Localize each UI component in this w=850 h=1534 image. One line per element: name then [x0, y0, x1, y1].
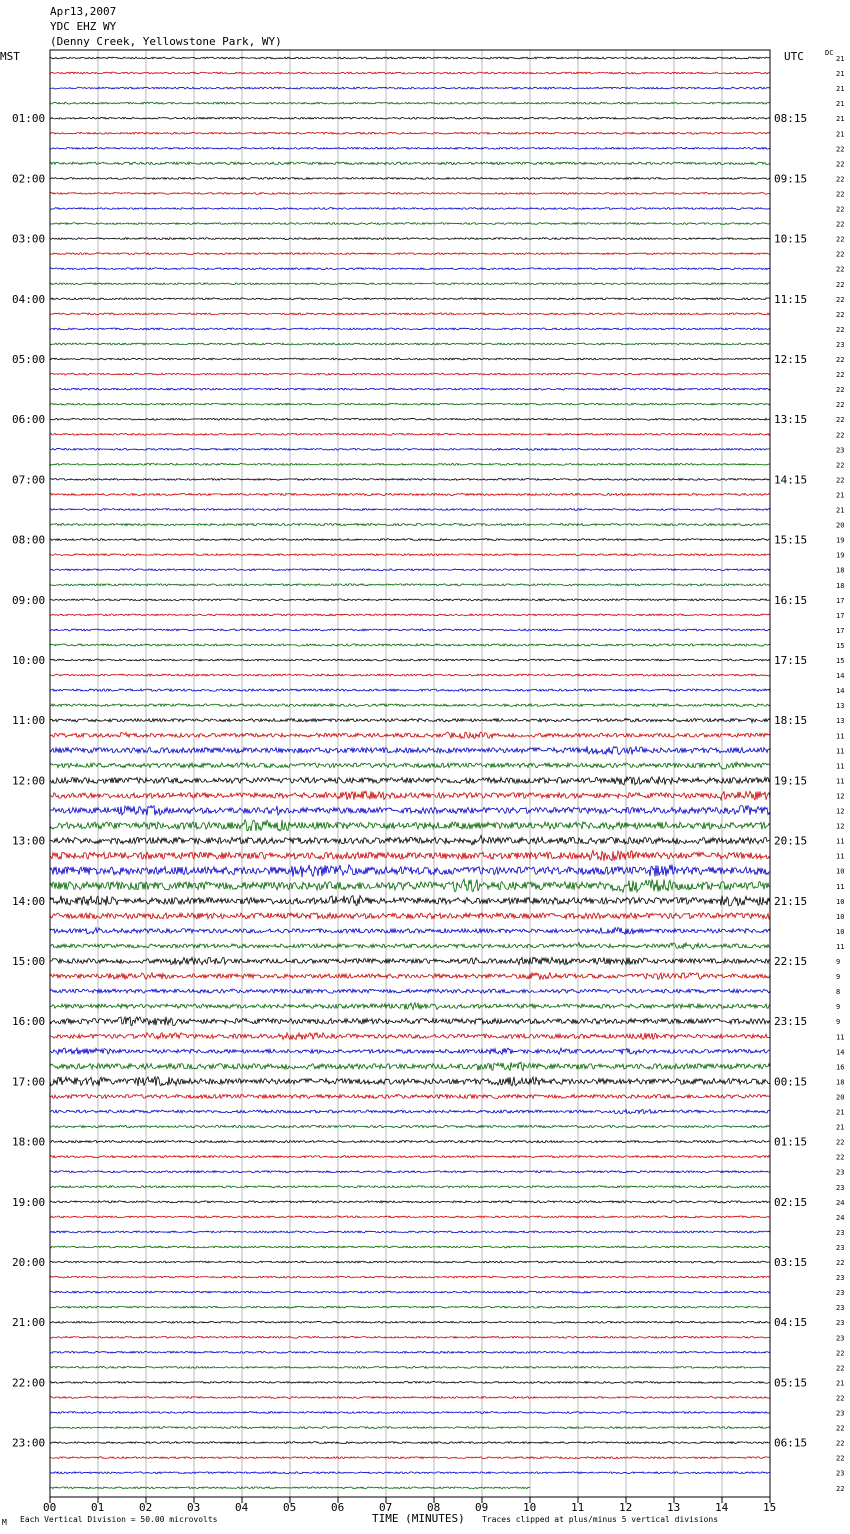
- dc-offset-label: 15: [836, 657, 845, 665]
- right-hour-label: 08:15: [774, 112, 808, 126]
- trace-line: [50, 298, 770, 300]
- trace-line: [50, 614, 770, 616]
- trace-line: [50, 554, 770, 556]
- dc-offset-label: 22: [836, 265, 845, 274]
- dc-offset-label: 11: [836, 882, 845, 891]
- dc-offset-label: 22: [836, 1454, 845, 1463]
- right-hour-label: 12:15: [774, 353, 808, 366]
- trace-line: [50, 373, 770, 375]
- dc-offset-label: 22: [836, 145, 845, 154]
- dc-offset-label: 22: [836, 235, 845, 244]
- dc-offset-label: 22: [836, 401, 845, 410]
- x-tick-label: 00: [43, 1501, 57, 1514]
- dc-offset-label: 21: [836, 1123, 845, 1132]
- trace-line: [50, 1171, 770, 1173]
- dc-offset-label: 22: [836, 205, 845, 214]
- trace-line: [50, 509, 770, 511]
- trace-line: [50, 599, 770, 601]
- dc-offset-label: 21: [836, 115, 845, 124]
- dc-offset-label: 23: [836, 1319, 845, 1328]
- left-hour-label: 05:00: [12, 353, 46, 366]
- dc-offset-label: 22: [836, 325, 845, 334]
- dc-offset-label: 23: [836, 1168, 845, 1177]
- trace-line: [50, 850, 770, 860]
- axis-labels: [12, 55, 844, 1514]
- dc-offset-label: 17: [836, 611, 845, 620]
- trace-line: [50, 463, 770, 465]
- dc-offset-label: 23: [836, 1228, 845, 1237]
- dc-offset-label: 22: [836, 250, 845, 259]
- trace-line: [50, 1261, 770, 1263]
- right-hour-label: 16:15: [774, 593, 808, 607]
- trace-line: [50, 1366, 770, 1368]
- dc-offset-label: 22: [836, 160, 845, 169]
- trace-line: [50, 193, 770, 195]
- dc-offset-label: 23: [836, 1274, 845, 1282]
- dc-offset-label: 22: [836, 461, 845, 470]
- right-hour-label: 23:15: [774, 1015, 808, 1029]
- dc-offset-label: 22: [836, 1259, 845, 1267]
- x-axis-title: TIME (MINUTES): [372, 1512, 465, 1525]
- dc-offset-label: 21: [836, 1108, 845, 1117]
- trace-line: [50, 718, 770, 722]
- trace-line: [50, 102, 770, 104]
- dc-offset-label: 23: [836, 1304, 845, 1313]
- dc-offset-label: 22: [836, 371, 845, 380]
- trace-line: [50, 178, 770, 180]
- trace-line: [50, 989, 770, 993]
- trace-line: [50, 913, 770, 919]
- left-hour-label: 23:00: [12, 1436, 46, 1450]
- dc-offset-label: 16: [836, 1063, 845, 1072]
- left-hour-label: 09:00: [12, 593, 46, 607]
- dc-offset-label: 18: [836, 566, 845, 575]
- dc-offset-label: 18: [836, 581, 845, 590]
- trace-line: [50, 820, 770, 831]
- dc-offset-label: 21: [836, 55, 845, 63]
- left-hour-label: 08:00: [12, 533, 46, 547]
- trace-line: [50, 1077, 770, 1086]
- dc-offset-label: 23: [836, 1409, 845, 1418]
- trace-line: [50, 283, 770, 285]
- trace-line: [50, 1412, 770, 1414]
- right-hour-label: 02:15: [774, 1195, 808, 1209]
- plot-frame: [50, 50, 770, 1497]
- trace-line: [50, 896, 770, 906]
- trace-line: [50, 1397, 770, 1399]
- trace-line: [50, 403, 770, 405]
- trace-line: [50, 776, 770, 784]
- dc-offset-label: 13: [836, 717, 845, 726]
- trace-line: [50, 448, 770, 450]
- dc-offset-label: 22: [836, 476, 845, 485]
- trace-line: [50, 539, 770, 541]
- trace-line: [50, 584, 770, 586]
- right-hour-label: 11:15: [774, 292, 808, 306]
- trace-line: [50, 1321, 770, 1323]
- dc-offset-label: 22: [836, 1153, 845, 1162]
- dc-offset-label: 20: [836, 521, 845, 530]
- dc-offset-label: 11: [836, 1033, 845, 1042]
- dc-offset-label: 10: [836, 897, 845, 906]
- dc-offset-label: 11: [836, 777, 845, 786]
- trace-line: [50, 928, 770, 935]
- right-hour-label: 13:15: [774, 413, 808, 427]
- x-tick-label: 03: [187, 1501, 201, 1514]
- trace-line: [50, 1125, 770, 1127]
- dc-offset-label: 10: [836, 867, 845, 876]
- left-hour-label: 22:00: [12, 1376, 46, 1390]
- dc-offset-label: 21: [836, 1379, 845, 1388]
- left-hour-label: 10:00: [12, 654, 46, 667]
- dc-offset-label: 11: [836, 747, 845, 756]
- trace-line: [50, 659, 770, 661]
- trace-line: [50, 1427, 770, 1429]
- x-tick-label: 04: [235, 1501, 249, 1514]
- dc-offset-label: 22: [836, 190, 845, 199]
- dc-offset-label: 22: [836, 356, 845, 364]
- trace-line: [50, 1048, 770, 1054]
- trace-line: [50, 835, 770, 844]
- trace-line: [50, 87, 770, 89]
- x-tick-label: 14: [715, 1501, 729, 1514]
- x-tick-label: 10: [523, 1501, 537, 1514]
- trace-line: [50, 806, 770, 816]
- right-hour-label: 15:15: [774, 533, 808, 547]
- trace-line: [50, 1017, 770, 1026]
- x-tick-label: 12: [619, 1501, 633, 1514]
- dc-offset-label: 21: [836, 70, 845, 78]
- left-hour-label: 16:00: [12, 1015, 46, 1029]
- left-hour-label: 20:00: [12, 1256, 46, 1269]
- dc-offset-label: 9: [836, 973, 841, 982]
- trace-line: [50, 433, 770, 435]
- dc-offset-label: 15: [836, 642, 845, 650]
- trace-line: [50, 1216, 770, 1218]
- dc-offset-label: 23: [836, 1469, 845, 1478]
- right-timezone-label: UTC: [784, 50, 804, 63]
- trace-line: [50, 1336, 770, 1338]
- dc-offset-label: 22: [836, 1424, 845, 1433]
- dc-offset-label: 9: [836, 958, 841, 966]
- x-tick-label: 09: [475, 1501, 489, 1514]
- dc-offset-label: 22: [836, 175, 845, 184]
- trace-line: [50, 732, 770, 738]
- right-hour-label: 20:15: [774, 834, 808, 848]
- corner-mark: M: [2, 1518, 7, 1527]
- trace-line: [50, 523, 770, 525]
- trace-line: [50, 208, 770, 210]
- left-hour-label: 06:00: [12, 413, 46, 427]
- trace-line: [50, 1382, 770, 1384]
- trace-line: [50, 689, 770, 691]
- dc-offset-label: 9: [836, 1018, 841, 1027]
- dc-offset-label: 11: [836, 837, 845, 846]
- trace-line: [50, 313, 770, 315]
- trace-line: [50, 358, 770, 360]
- trace-line: [50, 253, 770, 255]
- dc-offset-label: 21: [836, 506, 845, 515]
- vertical-scale-note: Each Vertical Division = 50.00 microvolts: [20, 1515, 218, 1524]
- trace-line: [50, 1033, 770, 1040]
- trace-line: [50, 418, 770, 420]
- station-name: YDC EHZ WY: [50, 20, 117, 33]
- left-hour-label: 03:00: [12, 232, 46, 246]
- x-tick-label: 15: [763, 1501, 777, 1514]
- trace-line: [50, 479, 770, 481]
- dc-offset-label: 8: [836, 988, 841, 997]
- dc-offset-label: 22: [836, 416, 845, 425]
- right-hour-label: 04:15: [774, 1316, 808, 1330]
- trace-line: [50, 1186, 770, 1188]
- trace-line: [50, 762, 770, 769]
- dc-offset-label: 19: [836, 536, 845, 545]
- x-tick-label: 13: [667, 1501, 681, 1514]
- trace-line: [50, 1276, 770, 1278]
- trace-line: [50, 746, 770, 754]
- left-hour-label: 18:00: [12, 1135, 46, 1149]
- trace-line: [50, 1094, 770, 1098]
- right-hour-label: 18:15: [774, 714, 808, 728]
- trace-line: [50, 1231, 770, 1233]
- trace-line: [50, 865, 770, 878]
- right-hour-label: 05:15: [774, 1376, 808, 1390]
- dc-offset-label: 23: [836, 1334, 845, 1343]
- left-hour-label: 21:00: [12, 1316, 46, 1330]
- trace-line: [50, 1457, 770, 1459]
- dc-offset-label: 22: [836, 1349, 845, 1358]
- right-hour-label: 21:15: [774, 894, 808, 908]
- trace-line: [50, 957, 770, 964]
- dc-offset-label: 11: [836, 943, 845, 951]
- left-hour-label: 04:00: [12, 292, 46, 306]
- dc-offset-label: 24: [836, 1213, 845, 1222]
- dc-offset-label: 22: [836, 1364, 845, 1373]
- dc-offset-label: 22: [836, 1138, 845, 1147]
- dc-offset-label: 17: [836, 596, 845, 605]
- dc-offset-label: 19: [836, 551, 845, 560]
- x-tick-label: 08: [427, 1501, 441, 1514]
- dc-offset-label: 22: [836, 1439, 845, 1448]
- right-hour-label: 01:15: [774, 1135, 808, 1149]
- right-hour-label: 14:15: [774, 473, 808, 487]
- right-hour-label: 03:15: [774, 1256, 808, 1269]
- trace-line: [50, 1442, 770, 1444]
- left-hour-label: 07:00: [12, 473, 46, 487]
- dc-offset-label: 14: [836, 672, 845, 681]
- dc-offset-label: 23: [836, 1244, 845, 1252]
- left-hour-label: 12:00: [12, 774, 46, 788]
- right-hour-label: 19:15: [774, 774, 808, 788]
- trace-line: [50, 704, 770, 707]
- trace-line: [50, 132, 770, 134]
- trace-line: [50, 238, 770, 240]
- trace-line: [50, 943, 770, 949]
- trace-line: [50, 72, 770, 74]
- trace-line: [50, 1003, 770, 1010]
- dc-offset-label: 22: [836, 310, 845, 319]
- dc-offset-label: 10: [836, 912, 845, 921]
- clipping-note: Traces clipped at plus/minus 5 vertical divisions: [482, 1515, 719, 1524]
- right-hour-label: 06:15: [774, 1436, 808, 1450]
- left-timezone-label: MST: [0, 50, 20, 63]
- dc-offset-label: 24: [836, 1198, 845, 1207]
- trace-line: [50, 1156, 770, 1158]
- dc-offset-label: 22: [836, 431, 845, 440]
- dc-offset-label: 14: [836, 1048, 845, 1057]
- time-gridlines: [98, 50, 722, 1497]
- dc-offset-label: 12: [836, 807, 845, 816]
- left-hour-label: 14:00: [12, 894, 46, 908]
- right-hour-label: 00:15: [774, 1075, 808, 1089]
- dc-offset-label: 23: [836, 446, 845, 455]
- dc-offset-label: 22: [836, 1484, 845, 1493]
- dc-offset-label: 23: [836, 340, 845, 349]
- seismic-traces: [50, 57, 770, 1489]
- trace-line: [50, 674, 770, 676]
- dc-offset-label: 10: [836, 927, 845, 936]
- x-tick-label: 11: [571, 1501, 585, 1514]
- left-hour-label: 11:00: [12, 714, 46, 728]
- record-date: Apr13,2007: [50, 5, 117, 18]
- trace-line: [50, 1062, 770, 1070]
- trace-line: [50, 1201, 770, 1203]
- trace-line: [50, 388, 770, 390]
- trace-line: [50, 268, 770, 270]
- dc-offset-label: 22: [836, 295, 845, 304]
- trace-line: [50, 1472, 770, 1474]
- trace-line: [50, 223, 770, 225]
- trace-line: [50, 1291, 770, 1293]
- dc-offset-label: 18: [836, 1078, 845, 1087]
- trace-line: [50, 1351, 770, 1353]
- x-tick-label: 05: [283, 1501, 297, 1514]
- dc-label: DC: [825, 49, 834, 57]
- dc-offset-label: 12: [836, 822, 845, 831]
- left-hour-label: 13:00: [12, 834, 46, 848]
- trace-line: [50, 162, 770, 165]
- right-hour-label: 09:15: [774, 172, 808, 186]
- trace-line: [50, 644, 770, 646]
- left-hour-label: 02:00: [12, 172, 46, 186]
- dc-offset-label: 11: [836, 732, 845, 741]
- dc-offset-label: 17: [836, 626, 845, 635]
- dc-offset-label: 13: [836, 702, 845, 711]
- trace-line: [50, 791, 770, 799]
- dc-offset-label: 11: [836, 852, 845, 861]
- trace-line: [50, 343, 770, 345]
- trace-line: [50, 493, 770, 495]
- dc-offset-label: 21: [836, 491, 845, 500]
- dc-offset-label: 21: [836, 130, 845, 139]
- trace-line: [50, 879, 770, 892]
- dc-offset-label: 12: [836, 792, 845, 801]
- dc-offset-label: 9: [836, 1003, 841, 1012]
- x-tick-label: 02: [139, 1501, 153, 1514]
- left-hour-label: 19:00: [12, 1195, 46, 1209]
- x-tick-label: 06: [331, 1501, 345, 1514]
- dc-offset-label: 11: [836, 762, 845, 771]
- trace-line: [50, 147, 770, 149]
- right-hour-label: 22:15: [774, 955, 808, 968]
- left-hour-label: 17:00: [12, 1075, 46, 1089]
- dc-offset-label: 21: [836, 100, 845, 109]
- right-hour-label: 17:15: [774, 654, 808, 667]
- trace-line: [50, 629, 770, 631]
- trace-line: [50, 117, 770, 119]
- station-location: (Denny Creek, Yellowstone Park, WY): [50, 35, 282, 48]
- trace-line: [50, 569, 770, 571]
- dc-offset-label: 23: [836, 1183, 845, 1192]
- trace-line: [50, 57, 770, 59]
- dc-offset-label: 22: [836, 220, 845, 229]
- x-tick-label: 01: [91, 1501, 105, 1514]
- x-tick-label: 07: [379, 1501, 393, 1514]
- right-hour-label: 10:15: [774, 232, 808, 246]
- trace-line: [50, 973, 770, 980]
- dc-offset-label: 21: [836, 85, 845, 94]
- dc-offset-label: 22: [836, 280, 845, 289]
- dc-offset-label: 22: [836, 386, 845, 395]
- left-hour-label: 15:00: [12, 955, 46, 968]
- dc-offset-label: 20: [836, 1093, 845, 1102]
- trace-line: [50, 328, 770, 330]
- left-hour-label: 01:00: [12, 112, 46, 126]
- trace-line: [50, 1141, 770, 1143]
- trace-line: [50, 1306, 770, 1308]
- trace-line: [50, 1246, 770, 1248]
- trace-line: [50, 1109, 770, 1113]
- dc-offset-label: 22: [836, 1394, 845, 1403]
- dc-offset-label: 14: [836, 687, 845, 696]
- dc-offset-label: 23: [836, 1289, 845, 1298]
